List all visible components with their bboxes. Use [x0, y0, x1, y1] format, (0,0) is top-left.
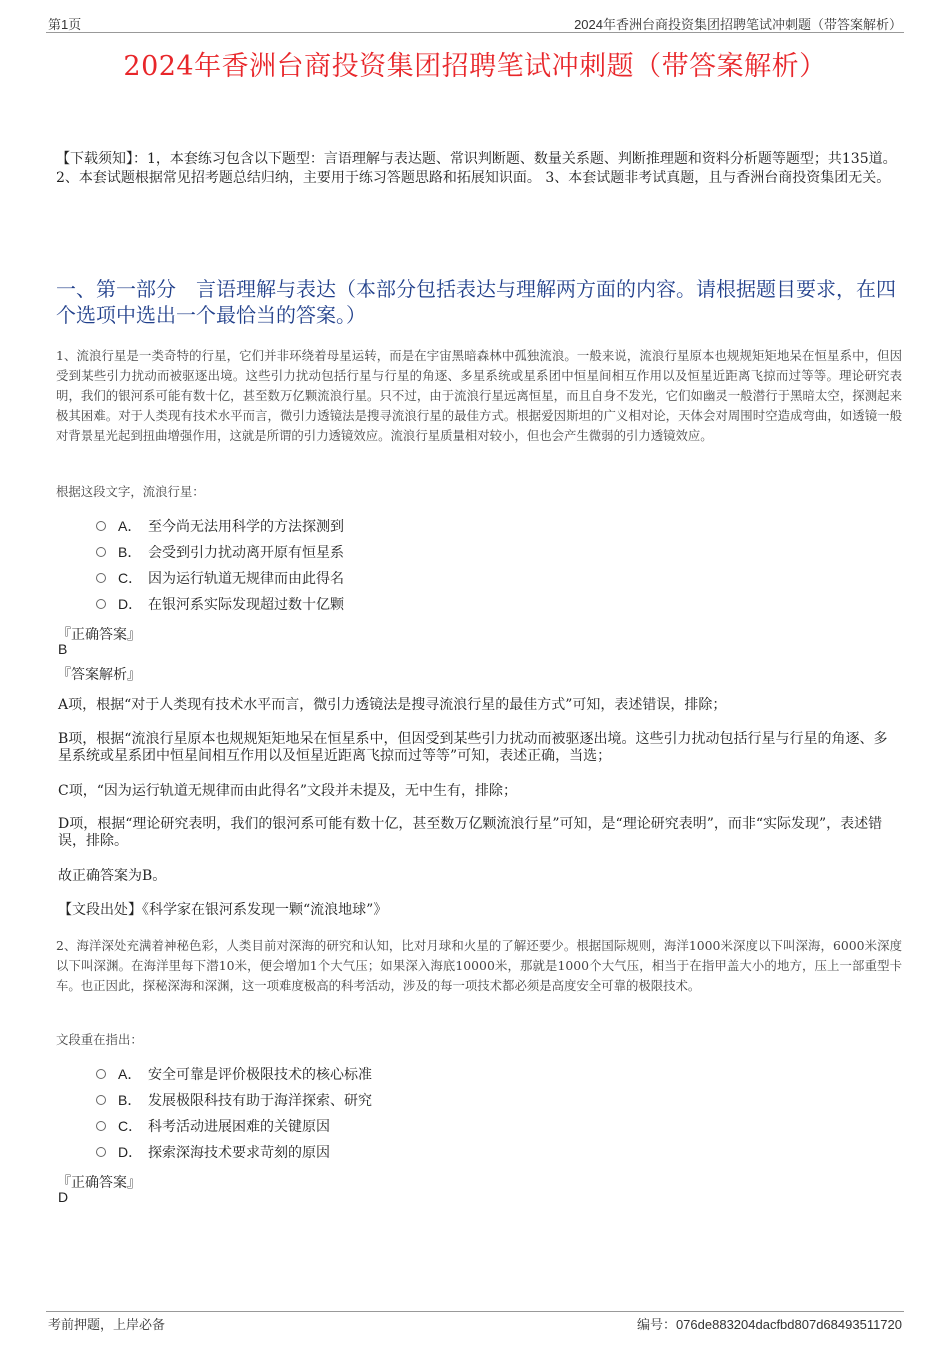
q1-analysis-label: 『答案解析』 — [57, 667, 141, 683]
radio-icon[interactable] — [96, 1147, 106, 1157]
option-label: B． — [118, 1092, 142, 1108]
radio-icon[interactable] — [96, 521, 106, 531]
q1-option-d[interactable] — [96, 594, 344, 614]
option-label: A． — [118, 1066, 142, 1082]
q1-analysis-a: A项，根据“对于人类现有技术水平而言，微引力透镜法是搜寻流浪行星的最佳方式”可知，表述错误，排除； — [58, 697, 727, 713]
page-number: 第1页 — [48, 17, 82, 32]
option-label: D． — [118, 1144, 143, 1160]
option-text: 发展极限科技有助于海洋探索、研究 — [148, 1093, 372, 1109]
q2-option-a[interactable] — [96, 1064, 372, 1084]
q2-answer-label: 『正确答案』 — [57, 1175, 141, 1191]
q1-option-c[interactable] — [96, 568, 344, 588]
option-text: 因为运行轨道无规律而由此得名 — [148, 571, 344, 587]
option-text: 至今尚无法用科学的方法探测到 — [148, 519, 344, 535]
q1-option-a[interactable] — [96, 516, 344, 536]
footer-slogan: 考前押题，上岸必备 — [48, 1317, 166, 1332]
option-text: 在银河系实际发现超过数十亿颗 — [148, 597, 344, 613]
document-code: 编号：076de883204dacfbd807d68493511720 — [636, 1317, 902, 1332]
q1-answer: B — [58, 641, 68, 657]
download-notice: 【下载须知】：1，本套练习包含以下题型：言语理解与表达题、常识判断题、数量关系题、判断推理题和资料分析题等题型；共135道。 2、本套试题根据常见招考题总结归纳，主要用于练习答题思路和拓展知识面。 3、本套试题非考试真题，且与香洲台商投资集团无关。 — [56, 151, 897, 186]
q1-answer-label: 『正确答案』 — [57, 627, 141, 643]
radio-icon[interactable] — [96, 1069, 106, 1079]
option-label: C． — [118, 570, 143, 586]
q1-option-b[interactable] — [96, 542, 344, 562]
option-label: D． — [118, 596, 143, 612]
q1-stem: 根据这段文字，流浪行星： — [56, 484, 205, 499]
radio-icon[interactable] — [96, 1121, 106, 1131]
q1-passage: 1、流浪行星是一类奇特的行星，它们并非环绕着母星运转，而是在宇宙黑暗森林中孤独流浪。一般来说，流浪行星原本也规规矩矩地呆在恒星系中，但因受到某些引力扰动而被驱逐出境。这些引力扰动包括行星与行星的角逐、多星系统或星系团中恒星间相互作用以及恒星近距离飞掠而过等等。理论研究表明，我们的银河系可能有数十亿，甚至数万亿颗流浪行星。只不过，由于流浪行星远离恒星，而且自身不发光，它们如幽灵一般潜行于黑暗太空，探测起来极其困难。对于人类现有技术水平而言，微引力透镜法是搜寻流浪行星的最佳方式。根据爱因斯坦的广义相对论，天体会对周围时空造成弯曲，如透镜一般对背景星光起到扭曲增强作用，这就是所谓的引力透镜效应。流浪行星质量相对较小，但也会产生微弱的引力透镜效应。 — [56, 348, 902, 443]
option-label: C． — [118, 1118, 143, 1134]
q2-option-c[interactable] — [96, 1116, 330, 1136]
q2-option-b[interactable] — [96, 1090, 372, 1110]
q2-stem: 文段重在指出： — [56, 1032, 143, 1047]
section-heading: 一、第一部分 言语理解与表达（本部分包括表达与理解两方面的内容。请根据题目要求，在四个选项中选出一个最恰当的答案。） — [56, 277, 896, 327]
radio-icon[interactable] — [96, 1095, 106, 1105]
q2-passage: 2、海洋深处充满着神秘色彩，人类目前对深海的研究和认知，比对月球和火星的了解还要少。根据国际规则，海洋1000米深度以下叫深海，6000米深度以下叫深渊。在海洋里每下潜10米，便会增加1个大气压；如果深入海底10000米，那就是1000个大气压，相当于在指甲盖大小的地方，压上一部重型卡车。也正因此，探秘深海和深渊，这一项难度极高的科考活动，涉及的每一项技术都必须是高度安全可靠的极限技术。 — [56, 938, 902, 993]
q1-analysis-b: B项，根据“流浪行星原本也规规矩矩地呆在恒星系中，但因受到某些引力扰动而被驱逐出境。这些引力扰动包括行星与行星的角逐、多星系统或星系团中恒星间相互作用以及恒星近距离飞掠而过等等”可知，表述正确，当选； — [58, 731, 888, 764]
radio-icon[interactable] — [96, 547, 106, 557]
q1-analysis-c: C项，“因为运行轨道无规律而由此得名”文段并未提及，无中生有，排除； — [58, 783, 518, 799]
document-title: 2024年香洲台商投资集团招聘笔试冲刺题（带答案解析） — [123, 51, 827, 82]
option-text: 安全可靠是评价极限技术的核心标准 — [148, 1067, 372, 1083]
running-title: 2024年香洲台商投资集团招聘笔试冲刺题（带答案解析） — [574, 17, 902, 32]
option-text: 科考活动进展困难的关键原因 — [148, 1119, 330, 1135]
radio-icon[interactable] — [96, 599, 106, 609]
option-label: A． — [118, 518, 142, 534]
q2-answer: D — [58, 1189, 69, 1205]
option-label: B． — [118, 544, 142, 560]
q1-analysis-d: D项，根据“理论研究表明，我们的银河系可能有数十亿，甚至数万亿颗流浪行星”可知，是“理论研究表明”，而非“实际发现”，表述错误，排除。 — [58, 816, 883, 849]
header-divider — [46, 32, 904, 33]
q1-source: 【文段出处】《科学家在银河系发现一颗“流浪地球”》 — [58, 902, 388, 918]
radio-icon[interactable] — [96, 573, 106, 583]
q2-option-d[interactable] — [96, 1142, 330, 1162]
footer-divider — [46, 1311, 904, 1312]
option-text: 探索深海技术要求苛刻的原因 — [148, 1145, 330, 1161]
q1-conclusion: 故正确答案为B。 — [58, 868, 167, 884]
option-text: 会受到引力扰动离开原有恒星系 — [148, 545, 344, 561]
